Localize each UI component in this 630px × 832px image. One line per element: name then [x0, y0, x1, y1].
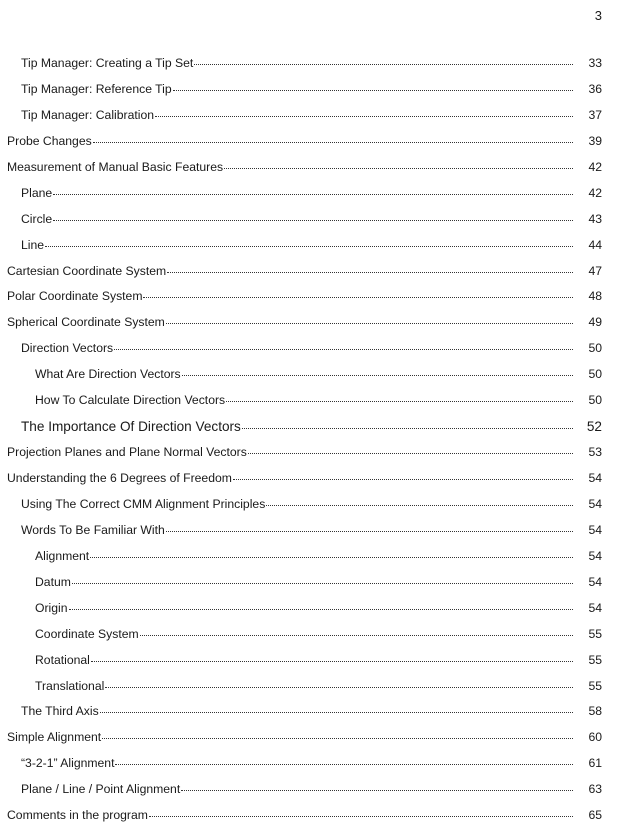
toc-dot-leader — [166, 531, 573, 532]
toc-entry[interactable] — [0, 677, 630, 703]
toc-entry[interactable] — [0, 132, 630, 158]
toc-entry-page-number[interactable]: 50 — [588, 393, 602, 408]
toc-entry-title[interactable]: Origin — [35, 600, 68, 615]
toc-entry-page-number[interactable]: 37 — [588, 107, 602, 122]
toc-entry[interactable] — [0, 547, 630, 573]
toc-entry-title[interactable]: “3-2-1” Alignment — [21, 756, 115, 771]
toc-entry[interactable] — [0, 780, 630, 806]
toc-entry-title[interactable]: Coordinate System — [35, 626, 139, 641]
toc-entry-page-number[interactable]: 58 — [588, 704, 602, 719]
toc-entry-page-number[interactable]: 50 — [588, 341, 602, 356]
toc-entry[interactable] — [0, 313, 630, 339]
toc-entry[interactable] — [0, 443, 630, 469]
toc-entry-page-number[interactable]: 50 — [588, 367, 602, 382]
toc-dot-leader — [173, 90, 573, 91]
toc-dot-leader — [105, 687, 573, 688]
toc-entry[interactable] — [0, 158, 630, 184]
toc-entry-page-number[interactable]: 61 — [588, 756, 602, 771]
table-of-contents — [0, 54, 630, 832]
toc-entry-page-number[interactable]: 54 — [588, 471, 602, 485]
toc-dot-leader — [102, 738, 573, 739]
toc-entry-title[interactable]: Projection Planes and Plane Normal Vectors — [7, 445, 247, 460]
toc-dot-leader — [242, 428, 573, 429]
toc-entry-page-number[interactable]: 54 — [588, 600, 602, 615]
toc-entry-title[interactable]: Circle — [21, 211, 53, 226]
toc-entry[interactable] — [0, 495, 630, 521]
toc-entry[interactable] — [0, 262, 630, 288]
toc-entry-title[interactable]: Probe Changes — [7, 133, 92, 148]
toc-entry[interactable] — [0, 754, 630, 780]
toc-dot-leader — [91, 661, 573, 662]
toc-dot-leader — [45, 246, 573, 247]
toc-entry-page-number[interactable]: 42 — [588, 159, 602, 174]
toc-entry[interactable] — [0, 651, 630, 677]
toc-entry-page-number[interactable]: 47 — [588, 263, 602, 278]
toc-dot-leader — [72, 583, 573, 584]
toc-dot-leader — [115, 764, 573, 765]
toc-entry-title[interactable]: Plane — [21, 185, 53, 200]
toc-entry[interactable] — [0, 625, 630, 651]
toc-dot-leader — [166, 323, 573, 324]
toc-dot-leader — [69, 609, 573, 610]
toc-entry[interactable] — [0, 521, 630, 547]
toc-entry-page-number[interactable]: 54 — [588, 522, 602, 537]
toc-entry[interactable] — [0, 417, 630, 443]
toc-dot-leader — [248, 453, 573, 454]
toc-entry-page-number[interactable]: 36 — [588, 81, 602, 96]
toc-entry-title[interactable]: Cartesian Coordinate System — [7, 263, 167, 278]
toc-dot-leader — [53, 220, 573, 221]
toc-dot-leader — [93, 142, 573, 143]
toc-entry-title[interactable]: What Are Direction Vectors — [35, 367, 181, 382]
toc-entry[interactable] — [0, 469, 630, 495]
toc-entry-page-number[interactable]: 55 — [588, 652, 602, 667]
toc-entry-title[interactable]: Datum — [35, 574, 71, 589]
toc-entry[interactable] — [0, 573, 630, 599]
toc-entry[interactable] — [0, 365, 630, 391]
toc-dot-leader — [224, 168, 573, 169]
toc-entry-title[interactable]: Using The Correct CMM Alignment Principles — [21, 496, 266, 511]
toc-entry[interactable] — [0, 599, 630, 625]
toc-entry-title[interactable]: Line — [21, 237, 45, 252]
toc-dot-leader — [233, 479, 573, 480]
toc-dot-leader — [53, 194, 573, 195]
toc-entry-title[interactable]: Comments in the program — [7, 808, 148, 823]
toc-entry[interactable] — [0, 80, 630, 106]
toc-entry[interactable] — [0, 210, 630, 236]
toc-entry-title[interactable]: Spherical Coordinate System — [7, 315, 165, 330]
toc-entry-title[interactable]: The Third Axis — [21, 704, 99, 719]
toc-entry-page-number[interactable]: 60 — [588, 730, 602, 745]
toc-entry-page-number[interactable]: 48 — [588, 289, 602, 304]
toc-entry-title[interactable]: Tip Manager: Creating a Tip Set — [21, 56, 194, 70]
toc-dot-leader — [226, 401, 573, 402]
toc-entry-page-number[interactable]: 44 — [588, 237, 602, 252]
toc-entry-title[interactable]: Measurement of Manual Basic Features — [7, 159, 224, 174]
toc-dot-leader — [167, 272, 573, 273]
toc-entry-title[interactable]: The Importance Of Direction Vectors — [21, 419, 241, 435]
toc-entry-page-number[interactable]: 54 — [588, 574, 602, 589]
toc-entry-page-number[interactable]: 55 — [588, 678, 602, 693]
toc-entry-title[interactable]: Understanding the 6 Degrees of Freedom — [7, 471, 232, 485]
toc-entry-page-number[interactable]: 63 — [588, 782, 602, 797]
toc-entry-title[interactable]: Translational — [35, 678, 105, 693]
toc-entry-page-number[interactable]: 54 — [588, 496, 602, 511]
toc-entry-page-number[interactable]: 53 — [588, 445, 602, 460]
toc-entry-title[interactable]: Simple Alignment — [7, 730, 102, 745]
toc-entry-title[interactable]: Words To Be Familiar With — [21, 522, 165, 537]
toc-entry-title[interactable]: Tip Manager: Calibration — [21, 107, 154, 122]
toc-entry-title[interactable]: Tip Manager: Reference Tip — [21, 81, 172, 96]
toc-dot-leader — [155, 116, 573, 117]
toc-dot-leader — [114, 349, 573, 350]
toc-entry[interactable] — [0, 106, 630, 132]
toc-entry-page-number[interactable]: 55 — [588, 626, 602, 641]
toc-dot-leader — [140, 635, 573, 636]
toc-dot-leader — [143, 297, 573, 298]
toc-dot-leader — [100, 712, 573, 713]
toc-dot-leader — [182, 375, 573, 376]
toc-dot-leader — [194, 64, 573, 65]
toc-entry[interactable] — [0, 54, 630, 80]
toc-entry[interactable] — [0, 806, 630, 832]
toc-dot-leader — [181, 790, 573, 791]
toc-entry[interactable] — [0, 236, 630, 262]
toc-entry-title[interactable]: Alignment — [35, 548, 90, 563]
toc-dot-leader — [149, 816, 573, 817]
toc-entry-title[interactable]: Rotational — [35, 652, 90, 667]
toc-entry[interactable] — [0, 391, 630, 417]
toc-entry[interactable] — [0, 287, 630, 313]
toc-entry-title[interactable]: How To Calculate Direction Vectors — [35, 393, 226, 408]
toc-entry-title[interactable]: Plane / Line / Point Alignment — [21, 782, 181, 797]
toc-entry-page-number[interactable]: 49 — [588, 315, 602, 330]
toc-entry-page-number[interactable]: 65 — [588, 808, 602, 823]
toc-entry-title[interactable]: Polar Coordinate System — [7, 289, 143, 304]
toc-entry[interactable] — [0, 339, 630, 365]
toc-entry-page-number[interactable]: 42 — [588, 185, 602, 200]
toc-entry[interactable] — [0, 702, 630, 728]
toc-entry[interactable] — [0, 184, 630, 210]
toc-entry-page-number[interactable]: 54 — [588, 548, 602, 563]
toc-dot-leader — [90, 557, 573, 558]
toc-dot-leader — [266, 505, 573, 506]
toc-entry-title[interactable]: Direction Vectors — [21, 341, 114, 356]
toc-entry-page-number[interactable]: 33 — [588, 56, 602, 70]
toc-entry[interactable] — [0, 728, 630, 754]
toc-entry-page-number[interactable]: 52 — [586, 419, 602, 435]
toc-entry-page-number[interactable]: 43 — [588, 211, 602, 226]
page-number: 3 — [594, 8, 602, 23]
toc-entry-page-number[interactable]: 39 — [588, 133, 602, 148]
